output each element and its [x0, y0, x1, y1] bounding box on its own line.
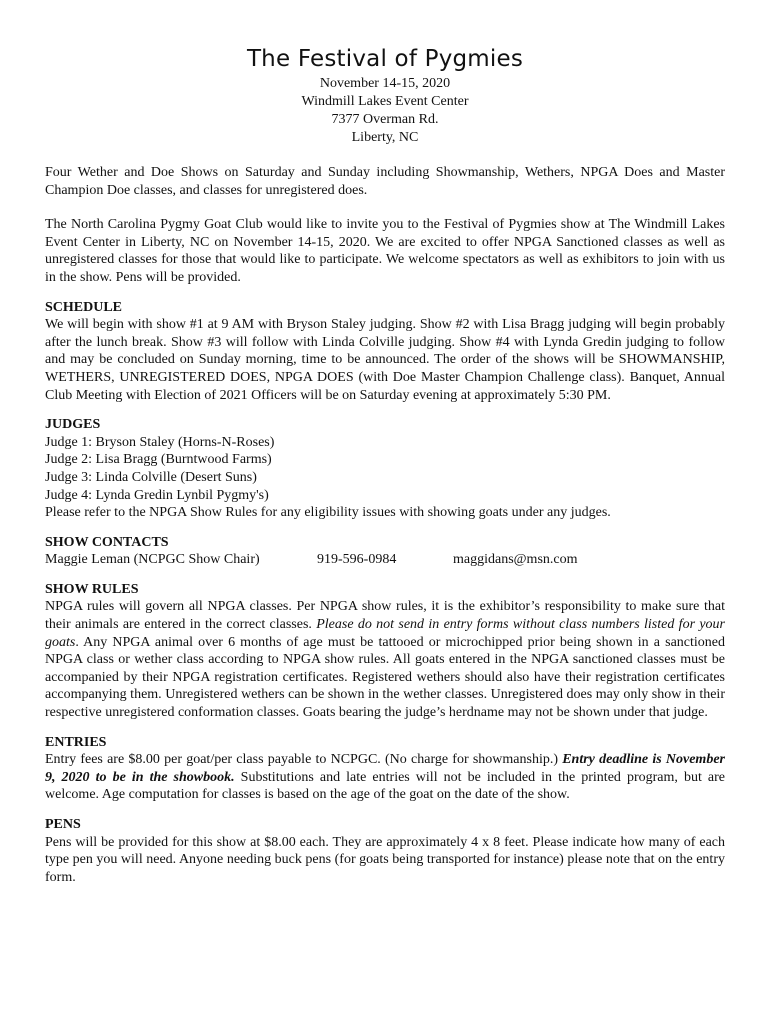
judge-item: Judge 2: Lisa Bragg (Burntwood Farms) [45, 452, 272, 468]
rules-heading: SHOW RULES [45, 581, 139, 597]
intro-paragraph: Four Wether and Doe Shows on Saturday and Sunday including Showmanship, Wethers, NPGA Does and Master Champion Doe classes, and classes for unregistered does. [45, 165, 725, 198]
contacts-section [45, 534, 725, 569]
rules-text-italic: Please do not send in entry forms without class numbers listed for your goats [45, 617, 725, 650]
rules-text-part2: . Any NPGA animal over 6 months of age must be tattooed or microchipped prior being shown in a sanctioned NPGA class or wether class according to NPGA show rules. All goats entered in the NPGA sanctioned classes must be accompanied by their NPGA registration certificates. Registered wethers should also have their registration certificates accompanying them. Unregistered wethers can be shown in the wether classes. Unregistered does may only show in their respective unregistered conformation classes. Goats bearing the judge’s herdname may not be shown under that judge. [45, 634, 725, 721]
judge-item: Judge 4: Lynda Gredin Lynbil Pygmy's) [45, 487, 269, 503]
judges-note: Please refer to the NPGA Show Rules for any eligibility issues with showing goats under any judges. [45, 505, 611, 521]
pens-text: Pens will be provided for this show at $8.00 each. They are approximately 4 x 8 feet. Please indicate how many of each type pen you will need. Anyone needing buck pens (for goats being transported for instance) please note that on the entry form. [45, 834, 725, 885]
event-address-block [45, 75, 725, 147]
entries-heading: ENTRIES [45, 734, 107, 750]
schedule-section [45, 299, 725, 405]
entries-text-part2: Substitutions and late entries will not be included in the printed program, but are welcome. Age computation for classes is based on the age of the goat on the date of the show. [45, 769, 726, 803]
judges-list [45, 434, 725, 504]
contact-row [45, 551, 725, 569]
pens-heading: PENS [45, 817, 81, 832]
entries-text-part1: Entry fees are $8.00 per goat/per class payable to NCPGC. (No charge for showmanship.) [45, 752, 563, 768]
judge-item: Judge 3: Linda Colville (Desert Suns) [45, 469, 257, 485]
event-date: November 14-15, 2020 [319, 76, 451, 91]
judges-section [45, 416, 725, 522]
rules-text-part1: NPGA rules will govern all NPGA classes. Per NPGA show rules, it is the exhibitor’s responsibility to make sure that their animals are entered in the correct classes. [45, 599, 725, 633]
event-street: 7377 Overman Rd. [331, 112, 439, 127]
page-title: The Festival of Pygmies [246, 46, 524, 72]
rules-text [45, 598, 725, 721]
document-content [45, 44, 725, 886]
contacts-heading: SHOW CONTACTS [45, 534, 169, 550]
pens-section [45, 816, 725, 886]
judges-heading: JUDGES [45, 417, 101, 433]
event-venue: Windmill Lakes Event Center [301, 94, 469, 109]
schedule-text: We will begin with show #1 at 9 AM with Bryson Staley judging. Show #2 with Lisa Bragg judging will begin probably after the lunch break. Show #3 will follow with Linda Colville judging. Show #4 with Lynda Gredin judging to follow and may be concluded on Sunday morning, time to be announced. The order of the shows will be SHOWMANSHIP, WETHERS, UNREGISTERED DOES, NPGA DOES (with Doe Master Champion Challenge class). Banquet, Annual Club Meeting with Election of 2021 Officers will be on Saturday evening at approximately 5:30 PM. [45, 317, 725, 403]
schedule-heading: SCHEDULE [45, 299, 123, 315]
judge-item: Judge 1: Bryson Staley (Horns-N-Roses) [45, 434, 275, 450]
contact-name: Maggie Leman (NCPGC Show Chair) [45, 552, 260, 568]
entry-deadline: Entry deadline is November 9, 2020 to be in the showbook. [45, 752, 725, 785]
contact-email: maggidans@msn.com [453, 552, 578, 568]
invitation-paragraph: The North Carolina Pygmy Goat Club would like to invite you to the Festival of Pygmies show at The Windmill Lakes Event Center in Liberty, NC on November 14-15, 2020. We are excited to offer NPGA Sanctioned classes as well as unregistered classes for those that would like to participate. We welcome spectators as well as exhibitors to join with us in the show. Pens will be provided. [45, 217, 725, 285]
entries-section [45, 734, 725, 804]
event-city: Liberty, NC [351, 130, 419, 145]
contact-phone: 919-596-0984 [317, 552, 397, 568]
entries-text [45, 751, 725, 804]
rules-section [45, 581, 725, 722]
